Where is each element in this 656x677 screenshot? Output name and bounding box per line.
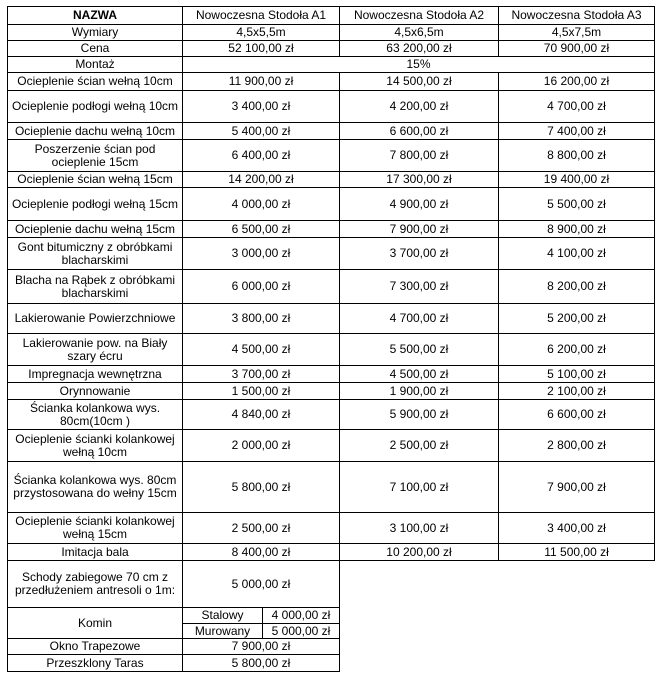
value-a3: 8 200,00 zł (499, 270, 655, 304)
row-name: Ocieplenie ścian wełną 15cm (8, 172, 183, 188)
value-a2: 7 100,00 zł (340, 462, 499, 513)
value-a1: 4 840,00 zł (183, 400, 340, 430)
table-row (8, 73, 655, 91)
table-row (8, 270, 655, 304)
value-a1: 3 700,00 zł (183, 366, 340, 383)
montaz-value: 15% (183, 57, 655, 73)
row-name: Impregnacja wewnętrzna (8, 366, 183, 383)
value-a2: 5 500,00 zł (340, 334, 499, 366)
price-table (7, 6, 655, 672)
value-a3: 16 200,00 zł (499, 73, 655, 91)
value-a1: 8 400,00 zł (183, 544, 340, 561)
value-a2: 4 500,00 zł (340, 366, 499, 383)
value-a3: 7 400,00 zł (499, 123, 655, 140)
row-name: Ocieplenie podłogi wełną 10cm (8, 91, 183, 123)
value-a2: 1 900,00 zł (340, 383, 499, 400)
value-a3: 3 400,00 zł (499, 513, 655, 544)
value-a3: 5 200,00 zł (499, 304, 655, 334)
row-name: Ścianka kolankowa wys. 80cm(10cm ) (8, 400, 183, 430)
value-a3: 4 700,00 zł (499, 91, 655, 123)
row-name: Schody zabiegowe 70 cm z przedłużeniem antresoli o 1m: (8, 561, 183, 608)
value-a1: 4 500,00 zł (183, 334, 340, 366)
header-a2: Nowoczesna Stodoła A2 (340, 7, 499, 25)
table-row (8, 655, 655, 672)
table-row (8, 91, 655, 123)
value-a3: 8 800,00 zł (499, 140, 655, 172)
value-a3: 19 400,00 zł (499, 172, 655, 188)
row-name: Ocieplenie ścianki kolankowej wełną 10cm (8, 430, 183, 462)
value-a1: 11 900,00 zł (183, 73, 340, 91)
value-a1: 6 400,00 zł (183, 140, 340, 172)
komin-label: Komin (8, 608, 183, 639)
row-name: Ocieplenie dachu wełną 15cm (8, 221, 183, 238)
value-a3: 2 800,00 zł (499, 430, 655, 462)
value-a2: 5 900,00 zł (340, 400, 499, 430)
table-row-schody (8, 561, 655, 608)
value-a1: 2 500,00 zł (183, 513, 340, 544)
row-name: Lakierowanie pow. na Biały szary écru (8, 334, 183, 366)
value-a1: 3 400,00 zł (183, 91, 340, 123)
value-a1: 6 500,00 zł (183, 221, 340, 238)
value-a1: 4,5x5,5m (183, 25, 340, 41)
value-a2: 6 600,00 zł (340, 123, 499, 140)
row-name: Poszerzenie ścian pod ocieplenie 15cm (8, 140, 183, 172)
row-name: Okno Trapezowe (8, 639, 183, 655)
value-a1: 7 900,00 zł (183, 639, 340, 655)
table-row-montaz (8, 57, 655, 73)
value-a2: 10 200,00 zł (340, 544, 499, 561)
value-a3: 6 200,00 zł (499, 334, 655, 366)
row-name: Cena (8, 41, 183, 57)
value-a1: 3 000,00 zł (183, 238, 340, 270)
table-row (8, 238, 655, 270)
value-a1: 3 800,00 zł (183, 304, 340, 334)
value-a1: 14 200,00 zł (183, 172, 340, 188)
value-a2: 7 800,00 zł (340, 140, 499, 172)
value-a1: 6 000,00 zł (183, 270, 340, 304)
value-a3: 4,5x7,5m (499, 25, 655, 41)
row-name: Gont bitumiczny z obróbkami blacharskimi (8, 238, 183, 270)
value-a3: 5 500,00 zł (499, 188, 655, 221)
table-row (8, 188, 655, 221)
header-a1: Nowoczesna Stodoła A1 (183, 7, 340, 25)
value-a1: 1 500,00 zł (183, 383, 340, 400)
table-row (8, 221, 655, 238)
table-row (8, 430, 655, 462)
table-row (8, 140, 655, 172)
value-a2: 3 700,00 zł (340, 238, 499, 270)
table-row (8, 123, 655, 140)
value-a2: 63 200,00 zł (340, 41, 499, 57)
table-row (8, 544, 655, 561)
row-name: Ocieplenie ścianki kolankowej wełną 15cm (8, 513, 183, 544)
value-a1: 2 000,00 zł (183, 430, 340, 462)
value-a2: 4 900,00 zł (340, 188, 499, 221)
header-a3: Nowoczesna Stodoła A3 (499, 7, 655, 25)
value-a3: 8 900,00 zł (499, 221, 655, 238)
table-row (8, 400, 655, 430)
value-a2: 4,5x6,5m (340, 25, 499, 41)
table-row (8, 334, 655, 366)
value-a1: 5 000,00 zł (183, 561, 340, 608)
value-a3: 2 100,00 zł (499, 383, 655, 400)
header-nazwa: NAZWA (8, 7, 183, 25)
komin-murowany-label: Murowany (183, 624, 263, 639)
row-name: Wymiary (8, 25, 183, 41)
table-row (8, 25, 655, 41)
value-a1: 4 000,00 zł (183, 188, 340, 221)
table-row (8, 304, 655, 334)
row-name: Ocieplenie podłogi wełną 15cm (8, 188, 183, 221)
value-a2: 7 900,00 zł (340, 221, 499, 238)
value-a3: 5 100,00 zł (499, 366, 655, 383)
value-a2: 3 100,00 zł (340, 513, 499, 544)
table-row (8, 366, 655, 383)
value-a1: 5 800,00 zł (183, 655, 340, 672)
row-name: Lakierowanie Powierzchniowe (8, 304, 183, 334)
value-a1: 5 400,00 zł (183, 123, 340, 140)
value-a2: 4 700,00 zł (340, 304, 499, 334)
komin-stalowy-value: 4 000,00 zł (263, 608, 340, 624)
value-a3: 6 600,00 zł (499, 400, 655, 430)
table-row (8, 462, 655, 513)
value-a2: 17 300,00 zł (340, 172, 499, 188)
value-a2: 14 500,00 zł (340, 73, 499, 91)
row-name: Imitacja bala (8, 544, 183, 561)
value-a2: 7 300,00 zł (340, 270, 499, 304)
value-a3: 70 900,00 zł (499, 41, 655, 57)
table-row (8, 639, 655, 655)
row-name: Blacha na Rąbek z obróbkami blacharskimi (8, 270, 183, 304)
value-a2: 2 500,00 zł (340, 430, 499, 462)
value-a3: 11 500,00 zł (499, 544, 655, 561)
table-row-komin-stalowy (8, 608, 655, 624)
row-name: Przeszklony Taras (8, 655, 183, 672)
value-a2: 4 200,00 zł (340, 91, 499, 123)
table-row (8, 172, 655, 188)
komin-stalowy-label: Stalowy (183, 608, 263, 624)
table-header-row (8, 7, 655, 25)
value-a1: 5 800,00 zł (183, 462, 340, 513)
row-name: Orynnowanie (8, 383, 183, 400)
value-a1: 52 100,00 zł (183, 41, 340, 57)
value-a3: 4 100,00 zł (499, 238, 655, 270)
table-row (8, 513, 655, 544)
row-name: Ocieplenie ścian wełną 10cm (8, 73, 183, 91)
table-row (8, 41, 655, 57)
table-row (8, 383, 655, 400)
value-a3: 7 900,00 zł (499, 462, 655, 513)
row-name: Ścianka kolankowa wys. 80cm przystosowana do wełny 15cm (8, 462, 183, 513)
row-name: Montaż (8, 57, 183, 73)
row-name: Ocieplenie dachu wełną 10cm (8, 123, 183, 140)
komin-murowany-value: 5 000,00 zł (263, 624, 340, 639)
